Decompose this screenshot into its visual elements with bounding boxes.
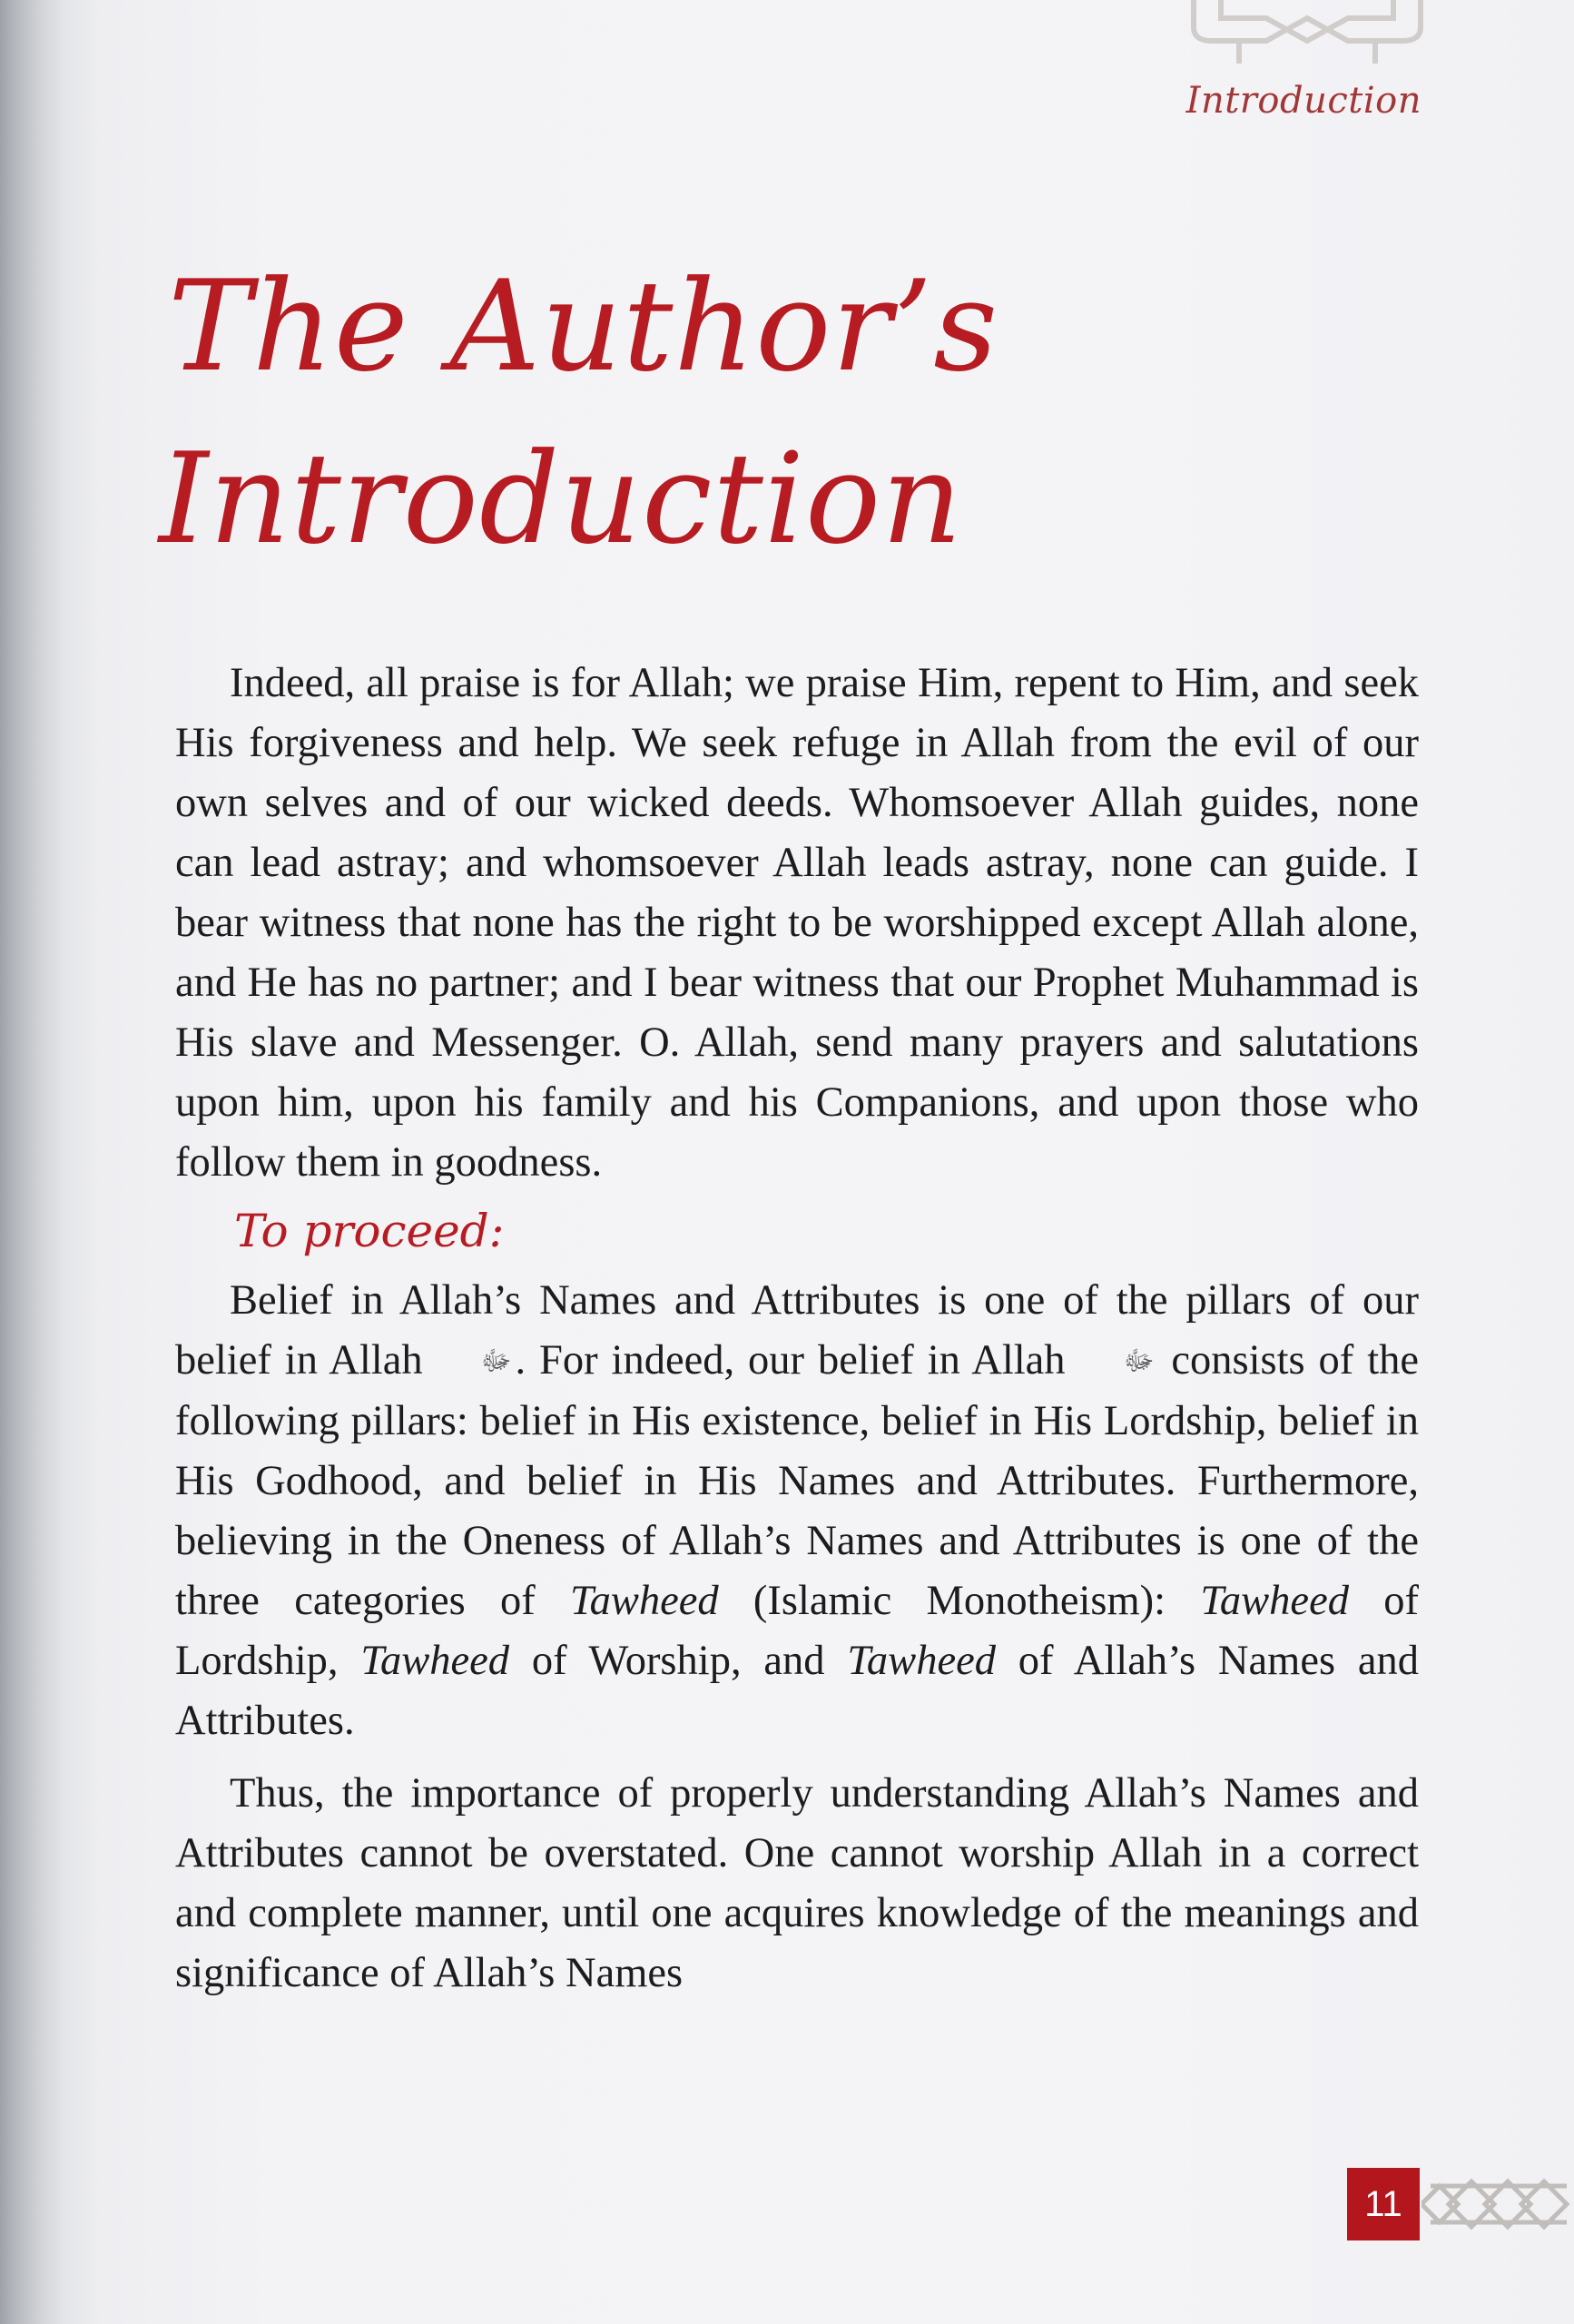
chapter-title bbox=[159, 241, 999, 586]
running-header: Introduction bbox=[1185, 80, 1422, 122]
term-tawheed: Tawheed bbox=[570, 1578, 719, 1624]
footer-ornament-icon bbox=[1422, 2168, 1574, 2240]
paragraph-2-text-d: (Islamic Monotheism): bbox=[718, 1578, 1201, 1624]
honorific-icon: ﷻ bbox=[1123, 1346, 1155, 1376]
page-number: 11 bbox=[1347, 2168, 1420, 2240]
term-tawheed: Tawheed bbox=[847, 1638, 996, 1684]
paragraph-2-text-g: of Allah’s Names and Attributes. bbox=[175, 1638, 1420, 1744]
paragraph-gap bbox=[175, 1751, 1419, 1764]
body-text bbox=[175, 654, 1419, 2004]
title-line-1: The Author’s bbox=[168, 253, 999, 399]
paragraph-2-text-e: of Lordship, bbox=[175, 1578, 1419, 1684]
term-tawheed: Tawheed bbox=[360, 1638, 509, 1684]
top-ornament-icon bbox=[1185, 0, 1430, 64]
paragraph-3: Thus, the importance of properly understanding Allah’s Names and Attributes cannot be overstated. One cannot worship Allah in a correct and complete manner, until one acquires knowledge of the meanings and significance of Allah’s Names bbox=[175, 1770, 1419, 1996]
term-tawheed: Tawheed bbox=[1200, 1578, 1349, 1624]
paragraph-2 bbox=[175, 1271, 1419, 1751]
paragraph-1: Indeed, all praise is for Allah; we praise Him, repent to Him, and seek His forgiveness and help. We seek refuge in Allah from the evil of our own selves and of our wicked deeds. Whomsoever Allah guides, none can lead astray; and whomsoever Allah leads astray, none can guide. I bear witness that none has the right to be worshipped except Allah alone, and He has no partner; and I bear witness that our Prophet Muhammad is His slave and Messenger. O. Allah, send many prayers and salutations upon him, upon his family and his Companions, and upon those who follow them in goodness. bbox=[175, 660, 1419, 1186]
paragraph-2-text-c: consists of the following pillars: belief in His existence, belief in His Lordship, belief in His Godhood, and belief in His Names and Attributes. Furthermore, believing in the Oneness of Allah’s Names and Attributes is one of the three categories of bbox=[175, 1337, 1420, 1624]
paragraph-2-text-f: of Worship, and bbox=[509, 1638, 848, 1684]
paragraph-2-text-b: . For indeed, our belief in Allah bbox=[515, 1337, 1066, 1384]
title-line-2: Introduction bbox=[159, 426, 963, 572]
proceed-heading: To proceed: bbox=[234, 1205, 505, 1257]
honorific-icon: ﷻ bbox=[480, 1346, 512, 1376]
binding-shadow bbox=[0, 0, 64, 2324]
paragraph-2-text-a: Belief in Allah’s Names and Attributes is one of the pillars of our belief in Allah bbox=[175, 1277, 1419, 1384]
